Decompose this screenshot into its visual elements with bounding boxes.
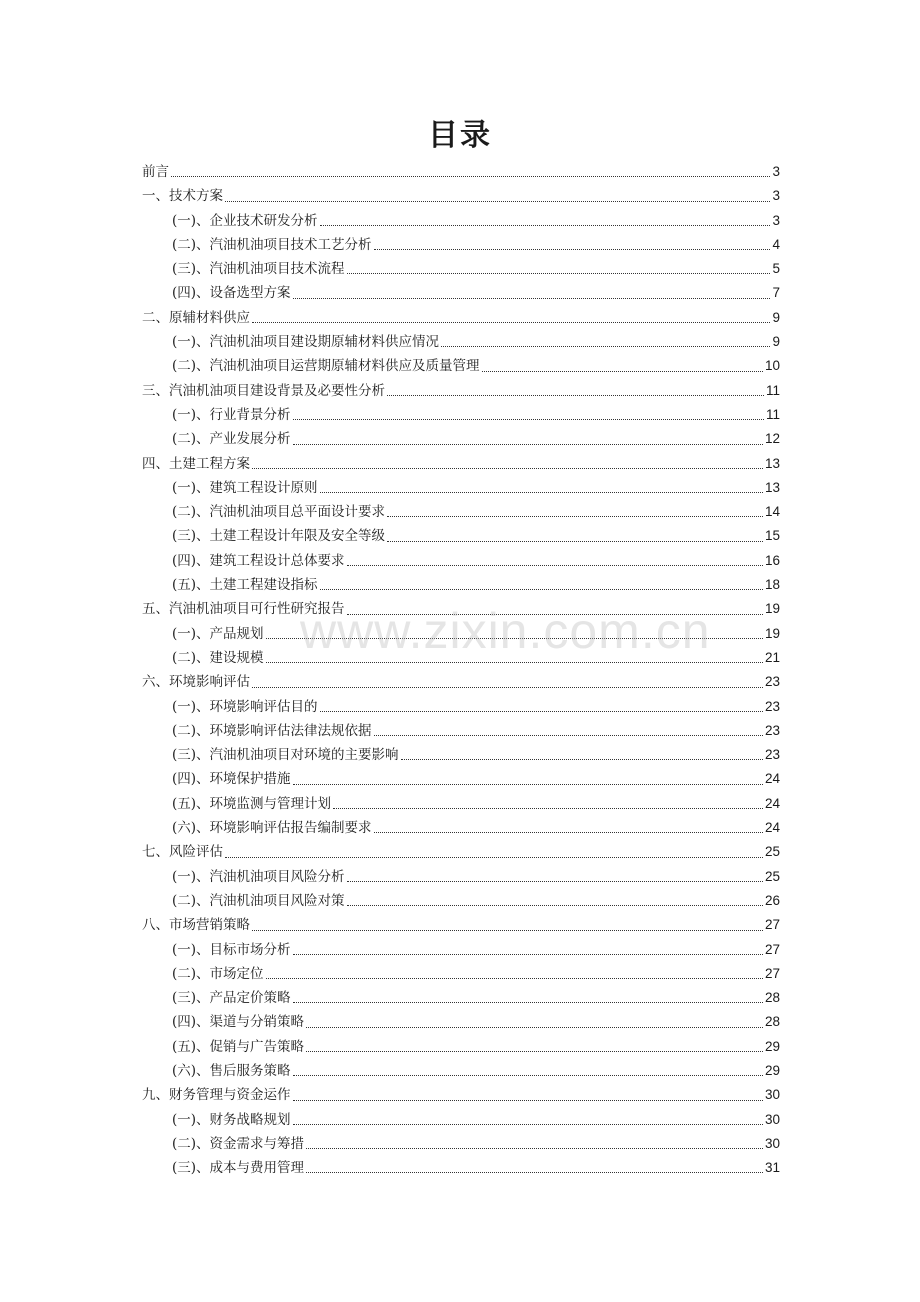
toc-dot-leader [306, 1172, 763, 1173]
toc-entry-title: (四)、设备选型方案 [172, 285, 291, 302]
toc-page-number: 19 [764, 601, 780, 617]
toc-dot-leader [293, 1002, 763, 1003]
toc-page-number: 13 [764, 479, 780, 495]
toc-dot-leader [374, 735, 763, 736]
toc-dot-leader [252, 322, 770, 323]
toc-subsection-entry[interactable] [142, 767, 780, 791]
toc-entry-title: (二)、汽油机油项目风险对策 [172, 892, 345, 909]
toc-entry-title: (三)、汽油机油项目对环境的主要影响 [172, 747, 399, 764]
toc-entry-title: (一)、行业背景分析 [172, 406, 291, 423]
toc-page-number: 13 [764, 455, 780, 471]
toc-dot-leader [252, 687, 763, 688]
toc-page-number: 14 [764, 504, 780, 520]
toc-dot-leader [225, 201, 770, 202]
toc-page-number: 15 [764, 528, 780, 544]
toc-entry-title: (五)、促销与广告策略 [172, 1038, 305, 1055]
toc-subsection-entry[interactable] [142, 427, 780, 451]
toc-page-number: 29 [764, 1062, 780, 1078]
toc-subsection-entry[interactable] [142, 1010, 780, 1034]
toc-entry-title: (三)、成本与费用管理 [172, 1160, 305, 1177]
toc-entry-title: 二、原辅材料供应 [142, 309, 250, 326]
toc-page-number: 21 [764, 649, 780, 665]
toc-entry-title: (四)、环境保护措施 [172, 771, 291, 788]
toc-entry-title: (六)、环境影响评估报告编制要求 [172, 820, 372, 837]
toc-dot-leader [441, 346, 770, 347]
toc-entry-title: 三、汽油机油项目建设背景及必要性分析 [142, 382, 385, 399]
toc-page-number: 31 [764, 1160, 780, 1176]
toc-page-number: 9 [772, 309, 780, 325]
toc-dot-leader [320, 711, 763, 712]
toc-dot-leader [252, 468, 763, 469]
toc-dot-leader [320, 589, 763, 590]
toc-section-entry[interactable] [142, 160, 780, 184]
toc-subsection-entry[interactable] [142, 646, 780, 670]
toc-entry-title: 六、环境影响评估 [142, 674, 250, 691]
toc-dot-leader [306, 1027, 763, 1028]
toc-page-number: 24 [764, 771, 780, 787]
toc-subsection-entry[interactable] [142, 889, 780, 913]
toc-section-entry[interactable] [142, 670, 780, 694]
toc-page-number: 23 [764, 722, 780, 738]
page-title: 目录 [428, 118, 492, 153]
toc-dot-leader [374, 832, 763, 833]
toc-subsection-entry[interactable] [142, 792, 780, 816]
toc-page-number: 28 [764, 1014, 780, 1030]
toc-entry-title: 五、汽油机油项目可行性研究报告 [142, 601, 345, 618]
toc-page-number: 30 [764, 1135, 780, 1151]
toc-entry-title: (一)、汽油机油项目建设期原辅材料供应情况 [172, 334, 440, 351]
toc-entry-title: (二)、环境影响评估法律法规依据 [172, 722, 372, 739]
toc-section-entry[interactable] [142, 452, 780, 476]
toc-entry-title: (三)、土建工程设计年限及安全等级 [172, 528, 386, 545]
toc-page-number: 11 [765, 382, 780, 398]
toc-dot-leader [374, 249, 771, 250]
toc-page-number: 24 [764, 820, 780, 836]
toc-dot-leader [293, 784, 763, 785]
toc-subsection-entry[interactable] [142, 986, 780, 1010]
toc-entry-title: 七、风险评估 [142, 844, 223, 861]
toc-subsection-entry[interactable] [142, 573, 780, 597]
toc-entry-title: (三)、产品定价策略 [172, 990, 291, 1007]
toc-page-number: 25 [764, 844, 780, 860]
toc-entry-title: (三)、汽油机油项目技术流程 [172, 261, 345, 278]
toc-section-entry[interactable] [142, 840, 780, 864]
toc-subsection-entry[interactable] [142, 209, 780, 233]
toc-dot-leader [333, 808, 763, 809]
toc-page-number: 5 [772, 261, 780, 277]
toc-dot-leader [482, 371, 763, 372]
toc-dot-leader [293, 444, 763, 445]
toc-entry-title: (一)、财务战略规划 [172, 1111, 291, 1128]
toc-subsection-entry[interactable] [142, 500, 780, 524]
toc-subsection-entry[interactable] [142, 1108, 780, 1132]
toc-entry-title: (二)、汽油机油项目总平面设计要求 [172, 504, 386, 521]
toc-section-entry[interactable] [142, 597, 780, 621]
toc-dot-leader [387, 395, 764, 396]
toc-entry-title: 前言 [142, 164, 169, 180]
toc-subsection-entry[interactable] [142, 403, 780, 427]
toc-subsection-entry[interactable] [142, 1035, 780, 1059]
toc-section-entry[interactable] [142, 913, 780, 937]
toc-page-number: 4 [772, 236, 780, 252]
toc-subsection-entry[interactable] [142, 816, 780, 840]
toc-dot-leader [171, 176, 770, 177]
toc-page-number: 16 [764, 552, 780, 568]
toc-page-number: 10 [764, 358, 780, 374]
toc-entry-title: (二)、建设规模 [172, 649, 264, 666]
toc-page-number: 30 [764, 1111, 780, 1127]
toc-entry-title: (二)、市场定位 [172, 965, 264, 982]
toc-page-number: 27 [764, 941, 780, 957]
toc-page-number: 12 [764, 431, 780, 447]
toc-entry-title: (一)、汽油机油项目风险分析 [172, 868, 345, 885]
toc-entry-title: (五)、环境监测与管理计划 [172, 795, 332, 812]
toc-dot-leader [320, 225, 771, 226]
toc-entry-title: (四)、渠道与分销策略 [172, 1014, 305, 1031]
toc-dot-leader [293, 1100, 763, 1101]
toc-entry-title: (一)、产品规划 [172, 625, 264, 642]
toc-dot-leader [293, 298, 771, 299]
toc-dot-leader [293, 1124, 763, 1125]
toc-subsection-entry[interactable] [142, 1132, 780, 1156]
toc-page-number: 18 [764, 577, 780, 593]
toc-page-number: 23 [764, 674, 780, 690]
toc-subsection-entry[interactable] [142, 524, 780, 548]
toc-subsection-entry[interactable] [142, 865, 780, 889]
toc-page-number: 11 [765, 406, 780, 422]
toc-page-number: 27 [764, 965, 780, 981]
toc-section-entry[interactable] [142, 306, 780, 330]
toc-dot-leader [347, 565, 763, 566]
toc-dot-leader [347, 273, 771, 274]
toc-dot-leader [252, 930, 763, 931]
table-of-contents [142, 160, 780, 1180]
toc-entry-title: (一)、目标市场分析 [172, 941, 291, 958]
toc-dot-leader [266, 638, 763, 639]
toc-subsection-entry[interactable] [142, 281, 780, 305]
toc-subsection-entry[interactable] [142, 938, 780, 962]
toc-page-number: 3 [772, 188, 780, 204]
toc-page-number: 23 [764, 747, 780, 763]
toc-entry-title: (一)、环境影响评估目的 [172, 698, 318, 715]
toc-section-entry[interactable] [142, 379, 780, 403]
toc-entry-title: (二)、资金需求与筹措 [172, 1135, 305, 1152]
toc-dot-leader [347, 881, 763, 882]
toc-page-number: 3 [772, 164, 780, 179]
toc-dot-leader [320, 492, 763, 493]
toc-subsection-entry[interactable] [142, 1059, 780, 1083]
toc-entry-title: (六)、售后服务策略 [172, 1062, 291, 1079]
toc-subsection-entry[interactable] [142, 962, 780, 986]
toc-page-number: 29 [764, 1038, 780, 1054]
toc-page-number: 30 [764, 1087, 780, 1103]
toc-entry-title: 八、市场营销策略 [142, 917, 250, 934]
toc-dot-leader [306, 1148, 763, 1149]
toc-entry-title: (五)、土建工程建设指标 [172, 577, 318, 594]
toc-subsection-entry[interactable] [142, 476, 780, 500]
toc-subsection-entry[interactable] [142, 1156, 780, 1180]
toc-page-number: 23 [764, 698, 780, 714]
toc-dot-leader [293, 419, 764, 420]
toc-entry-title: (一)、建筑工程设计原则 [172, 479, 318, 496]
toc-section-entry[interactable] [142, 1083, 780, 1107]
toc-dot-leader [266, 978, 763, 979]
toc-subsection-entry[interactable] [142, 743, 780, 767]
toc-entry-title: (四)、建筑工程设计总体要求 [172, 552, 345, 569]
toc-entry-title: 四、土建工程方案 [142, 455, 250, 472]
toc-dot-leader [306, 1051, 763, 1052]
toc-dot-leader [387, 541, 763, 542]
toc-dot-leader [401, 759, 763, 760]
toc-section-entry[interactable] [142, 184, 780, 208]
toc-subsection-entry[interactable] [142, 354, 780, 378]
toc-dot-leader [225, 857, 763, 858]
toc-dot-leader [347, 614, 763, 615]
toc-subsection-entry[interactable] [142, 719, 780, 743]
toc-dot-leader [347, 905, 763, 906]
toc-page-number: 26 [764, 892, 780, 908]
toc-page-number: 25 [764, 868, 780, 884]
toc-dot-leader [387, 516, 763, 517]
watermark: www.zixin.com.cn [300, 603, 711, 659]
toc-entry-title: (二)、汽油机油项目技术工艺分析 [172, 236, 372, 253]
toc-page-number: 7 [772, 285, 780, 301]
toc-subsection-entry[interactable] [142, 233, 780, 257]
toc-subsection-entry[interactable] [142, 330, 780, 354]
toc-entry-title: (一)、企业技术研发分析 [172, 212, 318, 229]
toc-entry-title: 一、技术方案 [142, 188, 223, 205]
toc-page-number: 24 [764, 795, 780, 811]
toc-subsection-entry[interactable] [142, 549, 780, 573]
toc-subsection-entry[interactable] [142, 257, 780, 281]
toc-dot-leader [266, 662, 763, 663]
toc-page-number: 27 [764, 917, 780, 933]
toc-dot-leader [293, 954, 763, 955]
toc-page-number: 19 [764, 625, 780, 641]
toc-dot-leader [293, 1075, 763, 1076]
toc-subsection-entry[interactable] [142, 695, 780, 719]
toc-subsection-entry[interactable] [142, 622, 780, 646]
toc-entry-title: (二)、产业发展分析 [172, 431, 291, 448]
toc-entry-title: 九、财务管理与资金运作 [142, 1087, 291, 1104]
toc-page-number: 9 [772, 334, 780, 350]
toc-entry-title: (二)、汽油机油项目运营期原辅材料供应及质量管理 [172, 358, 480, 375]
toc-page-number: 3 [772, 212, 780, 228]
toc-page-number: 28 [764, 990, 780, 1006]
